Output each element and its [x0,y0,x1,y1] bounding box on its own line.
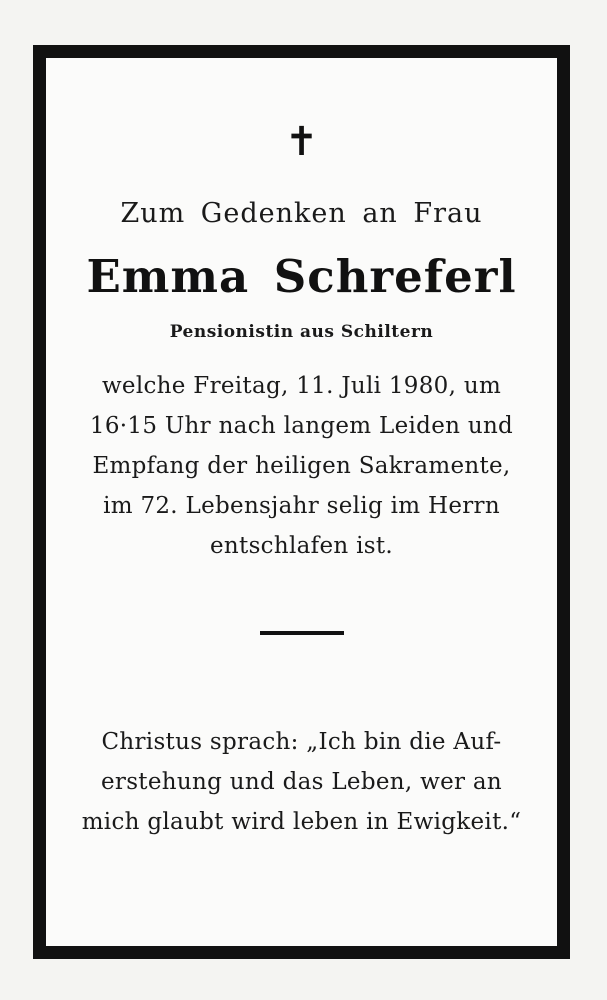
deceased-name: Emma Schreferl [86,250,517,303]
quote-line: mich glaubt wird leben in Ewigkeit.“ [81,809,522,835]
notice-line: 16·15 Uhr nach langem Leiden und [89,413,514,439]
divider-rule [260,631,344,635]
notice-line: entschlafen ist. [210,533,393,559]
intro-line: Zum Gedenken an Frau [120,198,483,229]
bible-quote [76,722,527,842]
quote-line: Christus sprach: „Ich bin die Auf- [101,729,502,755]
notice-line: welche Freitag, 11. Juli 1980, um [101,373,502,399]
memorial-card [33,45,570,959]
notice-line: im 72. Lebensjahr selig im Herrn [103,493,500,519]
death-notice-text [76,366,527,566]
notice-line: Empfang der heiligen Sakramente, [92,453,511,479]
occupation-line: Pensionistin aus Schiltern [169,322,434,342]
quote-line: erstehung und das Leben, wer an [100,769,503,795]
cross-icon: ✝ [284,119,319,165]
